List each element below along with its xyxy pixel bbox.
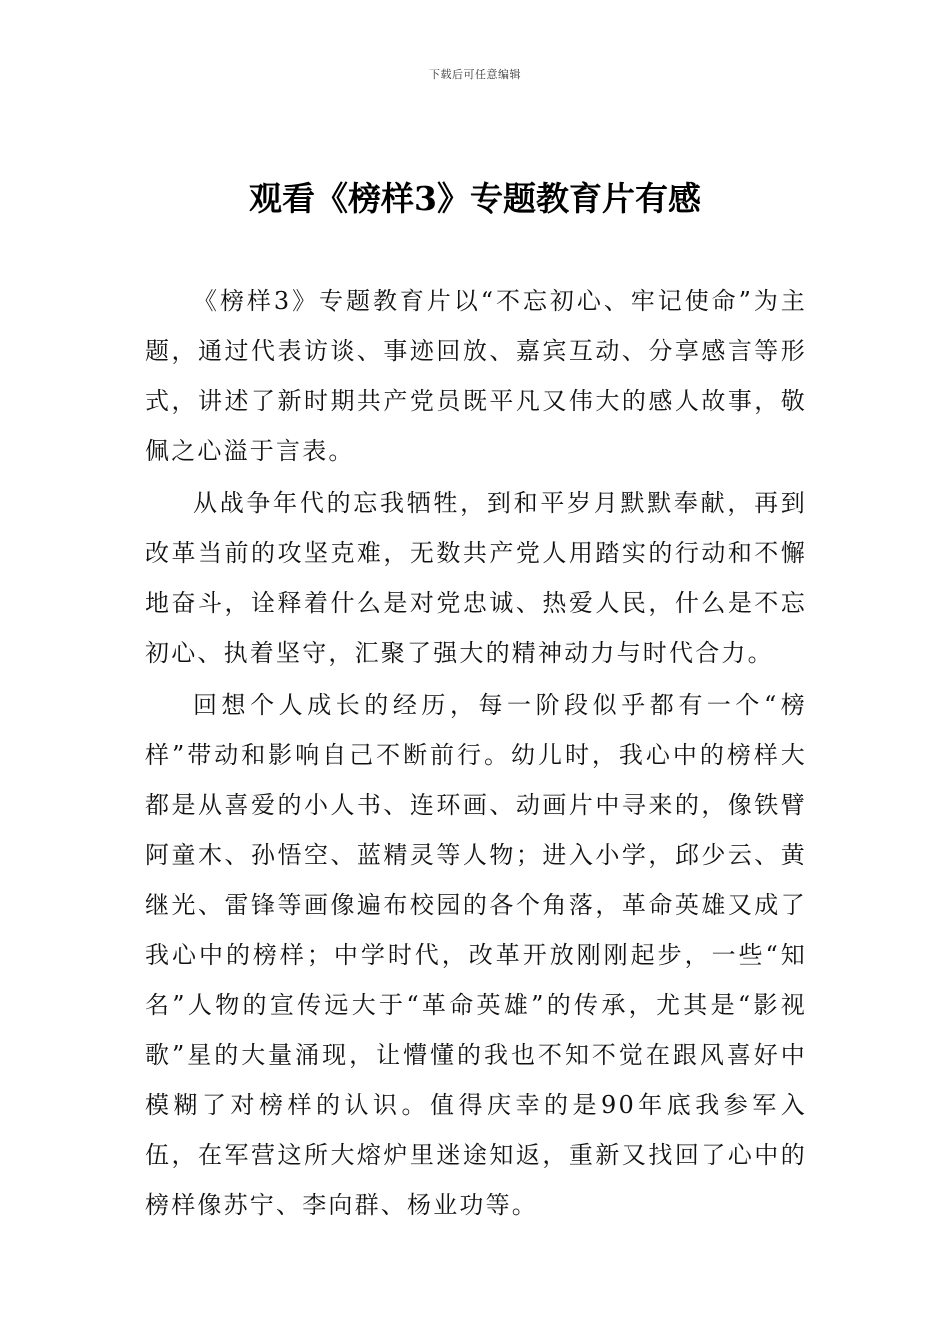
document-body [145,276,807,1232]
header-note: 下载后可任意编辑 [429,68,521,81]
paragraph-1: 《榜样3》专题教育片以“不忘初心、牢记使命”为主题，通过代表访谈、事迹回放、嘉宾互动、分享感言等形式，讲述了新时期共产党员既平凡又伟大的感人故事，敬佩之心溢于言表。 [145,287,807,465]
document-title: 观看《榜样3》专题教育片有感 [249,179,701,218]
paragraph-2: 从战争年代的忘我牺牲，到和平岁月默默奉献，再到改革当前的攻坚克难，无数共产党人用踏实的行动和不懈地奋斗，诠释着什么是对党忠诚、热爱人民，什么是不忘初心、执着坚守，汇聚了强大的精神动力与时代合力。 [145,489,807,667]
paragraph-3: 回想个人成长的经历，每一阶段似乎都有一个“榜样”带动和影响自己不断前行。幼儿时，我心中的榜样大都是从喜爱的小人书、连环画、动画片中寻来的，像铁臂阿童木、孙悟空、蓝精灵等人物；进入小学，邱少云、黄继光、雷锋等画像遍布校园的各个角落，革命英雄又成了我心中的榜样；中学时代，改革开放刚刚起步，一些“知名”人物的宣传远大于“革命英雄”的传承，尤其是“影视歌”星的大量涌现，让懵懂的我也不知不觉在跟风喜好中模糊了对榜样的认识。值得庆幸的是90年底我参军入伍，在军营这所大熔炉里迷途知返，重新又找回了心中的榜样像苏宁、李向群、杨业功等。 [145,691,807,1219]
